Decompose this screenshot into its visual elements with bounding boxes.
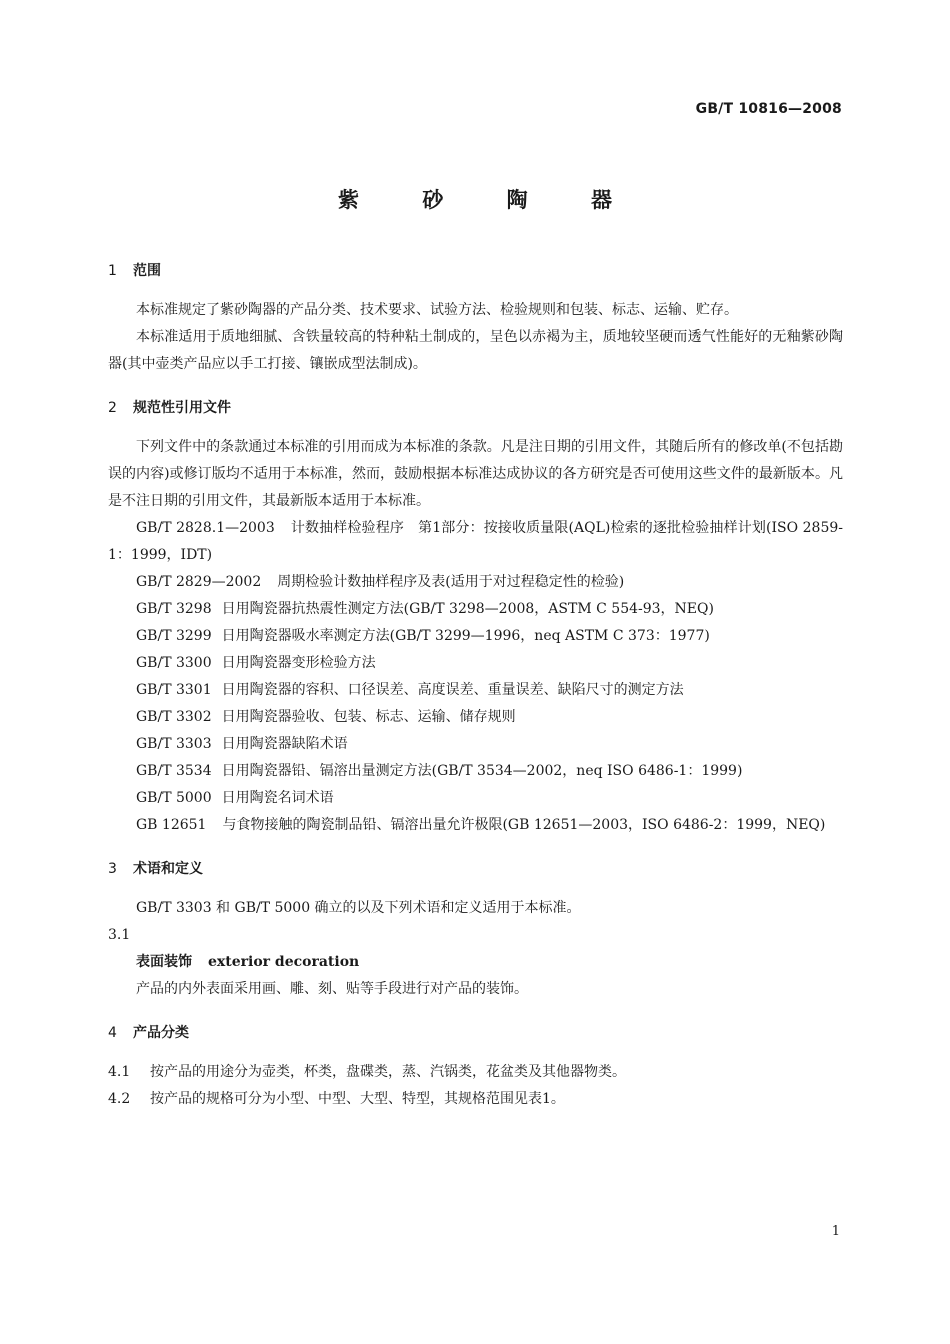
reference-item (108, 650, 843, 677)
clause-item (108, 1086, 843, 1113)
reference-code: GB/T 3534 (136, 763, 212, 779)
reference-code: GB/T 3303 (136, 736, 212, 752)
standard-code: GB/T 10816—2008 (695, 101, 842, 117)
term-english: exterior decoration (208, 954, 360, 970)
reference-code: GB/T 3299 (136, 628, 212, 644)
section-heading-normative-references (108, 395, 843, 422)
page-number: 1 (831, 1224, 840, 1239)
section-number: 3 (108, 861, 117, 877)
term-entry (108, 949, 843, 976)
clause-item (108, 1059, 843, 1086)
reference-code: GB/T 5000 (136, 790, 212, 806)
reference-code: GB 12651 (136, 817, 207, 833)
document-title: 紫 砂 陶 器 (338, 188, 640, 212)
section-heading-scope (108, 258, 843, 285)
section-number: 1 (108, 263, 117, 279)
paragraph: 本标准适用于质地细腻、含铁量较高的特种粘土制成的，呈色以赤褐为主，质地较坚硬而透气性能好的无釉紫砂陶器(其中壶类产品应以手工打接、镶嵌成型法制成)。 (108, 329, 843, 372)
section-title: 术语和定义 (133, 861, 203, 877)
reference-item (108, 785, 843, 812)
document-body (108, 258, 843, 1113)
reference-code: GB/T 2828.1—2003 (136, 520, 275, 536)
reference-title: 日用陶瓷器吸水率测定方法(GB/T 3299—1996，neq ASTM C 373：1977) (221, 628, 710, 644)
reference-item (108, 623, 843, 650)
section-heading-terms-definitions (108, 856, 843, 883)
section-title: 规范性引用文件 (133, 400, 231, 416)
reference-title: 日用陶瓷器铅、镉溶出量测定方法(GB/T 3534—2002，neq ISO 6486-1：1999) (221, 763, 743, 779)
reference-item (108, 596, 843, 623)
paragraph: 本标准规定了紫砂陶器的产品分类、技术要求、试验方法、检验规则和包装、标志、运输、贮存。 (136, 302, 738, 318)
reference-item (108, 812, 843, 839)
reference-title: 计数抽样检验程序 第1部分：按接收质量限(AQL)检索的逐批检验抽样计划(ISO 2859-1：1999，IDT) (108, 520, 843, 563)
section-title: 范围 (133, 263, 161, 279)
section-title: 产品分类 (133, 1025, 189, 1041)
reference-title: 日用陶瓷器变形检验方法 (221, 655, 376, 671)
reference-title: 周期检验计数抽样程序及表(适用于对过程稳定性的检验) (277, 574, 625, 590)
reference-code: GB/T 3301 (136, 682, 212, 698)
reference-title: 日用陶瓷器验收、包装、标志、运输、储存规则 (221, 709, 516, 725)
term-chinese: 表面装饰 (136, 954, 192, 970)
clause-number: 4.1 (108, 1064, 131, 1080)
reference-item (108, 731, 843, 758)
reference-item (108, 569, 843, 596)
paragraph: 下列文件中的条款通过本标准的引用而成为本标准的条款。凡是注日期的引用文件，其随后所有的修改单(不包括勘误的内容)或修订版均不适用于本标准，然而，鼓励根据本标准达成协议的各方研究是否可使用这些文件的最新版本。凡是不注日期的引用文件，其最新版本适用于本标准。 (108, 439, 843, 509)
reference-title: 与食物接触的陶瓷制品铅、镉溶出量允许极限(GB 12651—2003，ISO 6486-2：1999，NEQ) (222, 817, 826, 833)
reference-title: 日用陶瓷名词术语 (221, 790, 334, 806)
reference-code: GB/T 3300 (136, 655, 212, 671)
section-number: 4 (108, 1025, 117, 1041)
section-heading-product-classification (108, 1020, 843, 1047)
reference-code: GB/T 2829—2002 (136, 574, 262, 590)
reference-title: 日用陶瓷器缺陷术语 (221, 736, 348, 752)
term-number: 3.1 (108, 927, 131, 943)
clause-text: 按产品的用途分为壶类，杯类，盘碟类，蒸、汽锅类，花盆类及其他器物类。 (150, 1064, 626, 1080)
reference-item (108, 677, 843, 704)
reference-code: GB/T 3302 (136, 709, 212, 725)
reference-code: GB/T 3298 (136, 601, 212, 617)
clause-number: 4.2 (108, 1091, 131, 1107)
reference-title: 日用陶瓷器抗热震性测定方法(GB/T 3298—2008，ASTM C 554-93，NEQ) (221, 601, 714, 617)
reference-title: 日用陶瓷器的容积、口径误差、高度误差、重量误差、缺陷尺寸的测定方法 (221, 682, 684, 698)
paragraph: GB/T 3303 和 GB/T 5000 确立的以及下列术语和定义适用于本标准。 (136, 900, 581, 916)
reference-item (108, 758, 843, 785)
clause-text: 按产品的规格可分为小型、中型、大型、特型，其规格范围见表1。 (150, 1091, 565, 1107)
reference-item (108, 515, 843, 569)
term-definition: 产品的内外表面采用画、雕、刻、贴等手段进行对产品的装饰。 (136, 981, 528, 997)
reference-item (108, 704, 843, 731)
section-number: 2 (108, 400, 117, 416)
